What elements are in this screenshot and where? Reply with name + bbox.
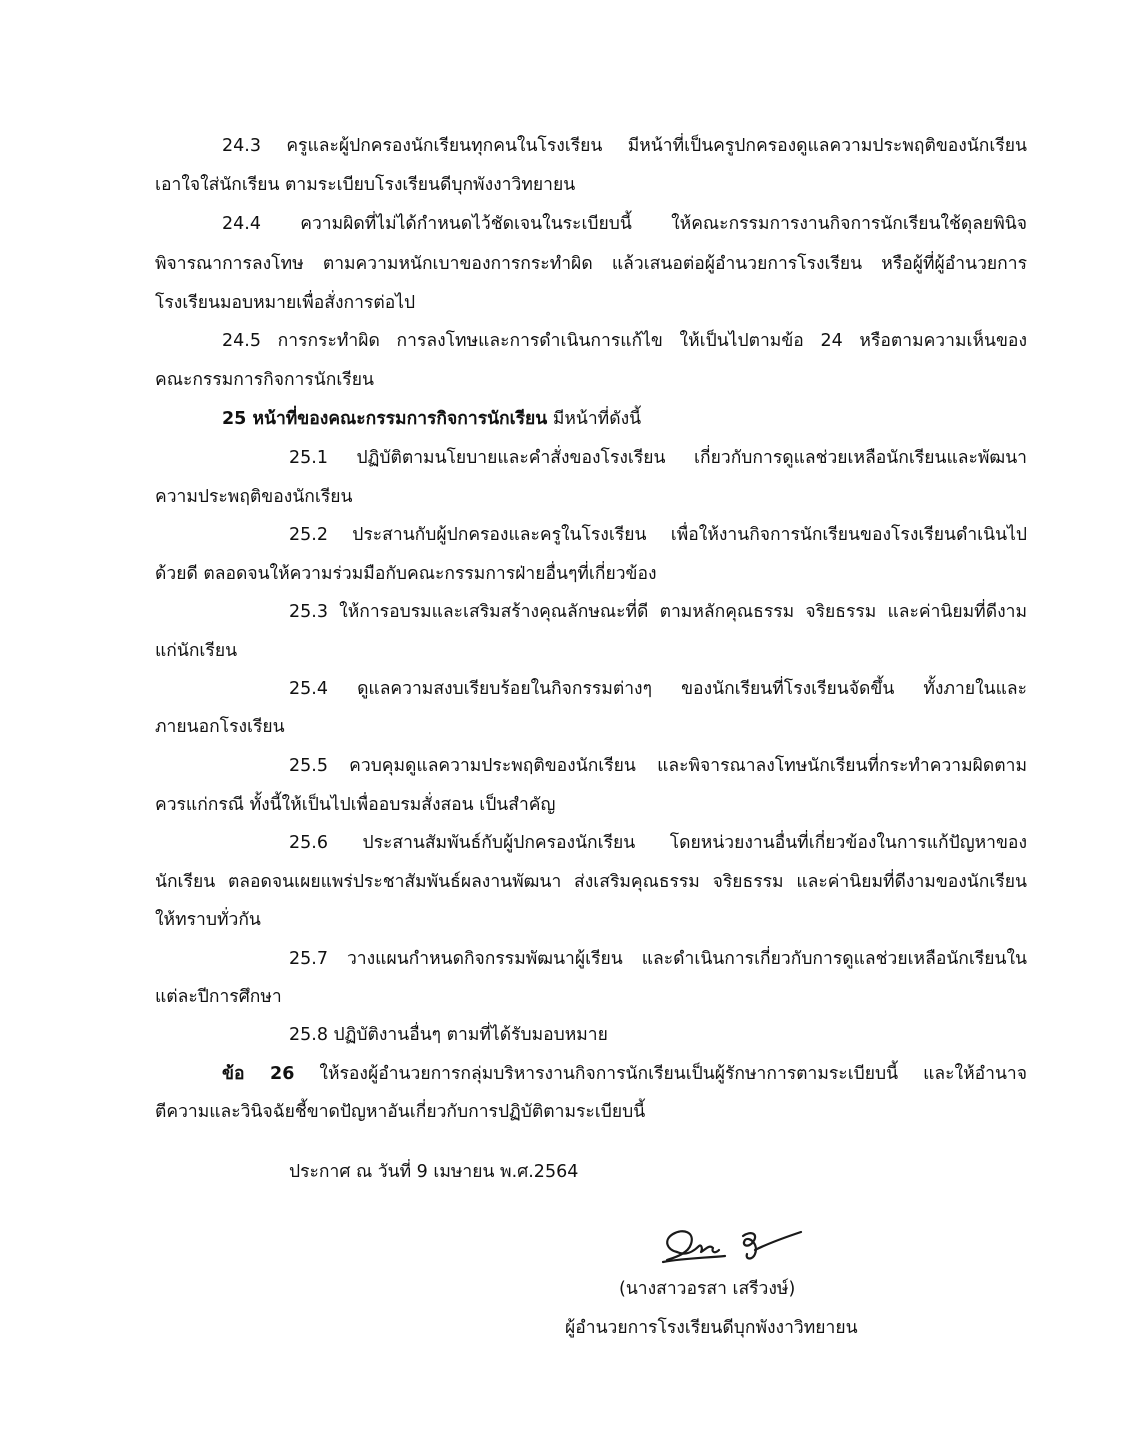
text-line: 24.4 ความผิดที่ไม่ได้กำหนดไว้ชัดเจนในระเบียบนี้ ให้คณะกรรมการงานกิจการนักเรียนใช้ดุลยพินิจ bbox=[222, 214, 1027, 234]
section-heading-bold: 25 หน้าที่ของคณะกรรมการกิจการนักเรียน bbox=[222, 409, 548, 429]
signer-title: ผู้อำนวยการโรงเรียนดีบุกพังงาวิทยายน bbox=[565, 1318, 858, 1338]
text-line: 24.5 การกระทำผิด การลงโทษและการดำเนินการแก้ไข ให้เป็นไปตามข้อ 24 หรือตามความเห็นของ bbox=[222, 331, 1027, 351]
text-line: ภายนอกโรงเรียน bbox=[155, 717, 285, 737]
section-heading bbox=[222, 407, 641, 431]
section-heading-rest: มีหน้าที่ดังนี้ bbox=[547, 409, 642, 429]
text-line: ควรแก่กรณี ทั้งนี้ให้เป็นไปเพื่ออบรมสั่งสอน เป็นสำคัญ bbox=[155, 795, 556, 815]
text-line: 25.8 ปฏิบัติงานอื่นๆ ตามที่ได้รับมอบหมาย bbox=[289, 1025, 608, 1045]
text-line: ความประพฤติของนักเรียน bbox=[155, 487, 353, 507]
text-line: โรงเรียนมอบหมายเพื่อสั่งการต่อไป bbox=[155, 293, 416, 313]
text-line: แก่นักเรียน bbox=[155, 641, 238, 661]
announcement-date: ประกาศ ณ วันที่ 9 เมษายน พ.ศ.2564 bbox=[289, 1162, 579, 1182]
signer-name: (นางสาวอรสา เสรีวงษ์) bbox=[619, 1279, 796, 1299]
text-line: ด้วยดี ตลอดจนให้ความร่วมมือกับคณะกรรมการฝ่ายอื่นๆที่เกี่ยวข้อง bbox=[155, 564, 657, 584]
text-line: 25.2 ประสานกับผู้ปกครองและครูในโรงเรียน เพื่อให้งานกิจการนักเรียนของโรงเรียนดำเนินไป bbox=[289, 525, 1027, 545]
text-line: แต่ละปีการศึกษา bbox=[155, 987, 282, 1007]
text-line: 25.1 ปฏิบัติตามนโยบายและคำสั่งของโรงเรียน เกี่ยวกับการดูแลช่วยเหลือนักเรียนและพัฒนา bbox=[289, 448, 1027, 468]
signature-image bbox=[655, 1222, 805, 1270]
text-line: 25.4 ดูแลความสงบเรียบร้อยในกิจกรรมต่างๆ ของนักเรียนที่โรงเรียนจัดขึ้น ทั้งภายในและ bbox=[289, 679, 1027, 699]
clause-26-bold: ข้อ 26 bbox=[222, 1064, 295, 1084]
text-line: พิจารณาการลงโทษ ตามความหนักเบาของการกระทำผิด แล้วเสนอต่อผู้อำนวยการโรงเรียน หรือผู้ที่ผู้อำนวยการ bbox=[155, 254, 1027, 274]
text-line: เอาใจใส่นักเรียน ตามระเบียบโรงเรียนดีบุกพังงาวิทยายน bbox=[155, 175, 576, 195]
text-line: 25.7 วางแผนกำหนดกิจกรรมพัฒนาผู้เรียน และดำเนินการเกี่ยวกับการดูแลช่วยเหลือนักเรียนใน bbox=[289, 949, 1027, 969]
text-line: 25.3 ให้การอบรมและเสริมสร้างคุณลักษณะที่ดี ตามหลักคุณธรรม จริยธรรม และค่านิยมที่ดีงาม bbox=[289, 602, 1027, 622]
clause-26 bbox=[222, 1062, 1027, 1086]
text-line: คณะกรรมการกิจการนักเรียน bbox=[155, 370, 374, 390]
text-line: ให้ทราบทั่วกัน bbox=[155, 910, 261, 930]
text-line: ตีความและวินิจฉัยชี้ขาดปัญหาอันเกี่ยวกับการปฏิบัติตามระเบียบนี้ bbox=[155, 1102, 646, 1122]
text-line: 24.3 ครูและผู้ปกครองนักเรียนทุกคนในโรงเรียน มีหน้าที่เป็นครูปกครองดูแลความประพฤติของนักเรียน bbox=[222, 136, 1027, 156]
text-line: นักเรียน ตลอดจนเผยแพร่ประชาสัมพันธ์ผลงานพัฒนา ส่งเสริมคุณธรรม จริยธรรม และค่านิยมที่ดีงามของนักเรียน bbox=[155, 872, 1027, 892]
text-line: 25.5 ควบคุมดูแลความประพฤติของนักเรียน และพิจารณาลงโทษนักเรียนที่กระทำความผิดตาม bbox=[289, 756, 1027, 776]
clause-26-rest: ให้รองผู้อำนวยการกลุ่มบริหารงานกิจการนักเรียนเป็นผู้รักษาการตามระเบียบนี้ และให้อำนาจ bbox=[294, 1064, 1028, 1084]
text-line: 25.6 ประสานสัมพันธ์กับผู้ปกครองนักเรียน โดยหน่วยงานอื่นที่เกี่ยวข้องในการแก้ปัญหาของ bbox=[289, 833, 1027, 853]
